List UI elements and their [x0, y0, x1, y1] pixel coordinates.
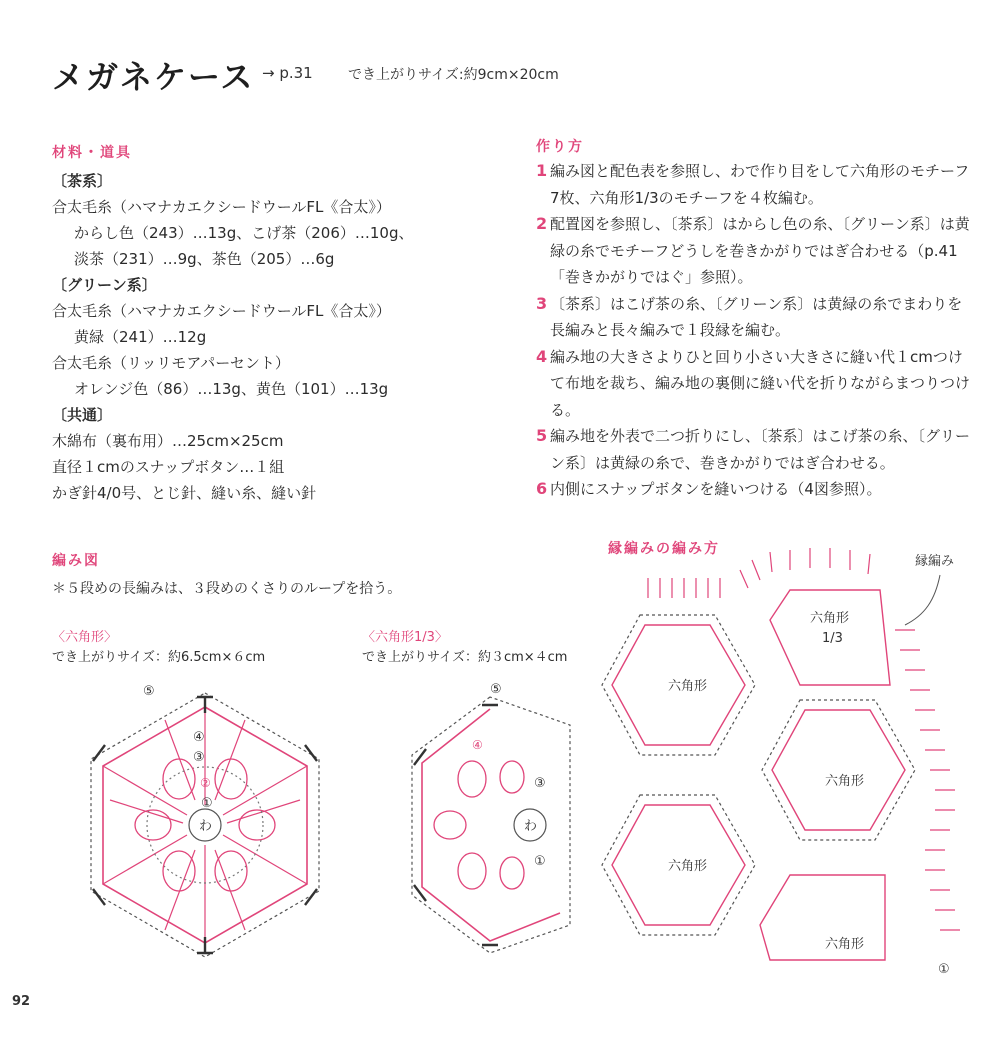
step-text: 編み図と配色表を参照し、わで作り目をして六角形のモチーフ7枚、六角形1/3のモチーフを４枚編む。 — [550, 162, 970, 207]
step-text: 配置図を参照し、〔茶系〕はからし色の糸、〔グリーン系〕は黄緑の糸でモチーフどうしを巻きかがりではぎ合わせる（p.41「巻きかがりではぐ」参照）。 — [550, 215, 970, 286]
chart-note: ＊５段めの長編みは、３段めのくさりのループを拾う。 — [52, 581, 402, 597]
materials-line: 淡茶（231）…9g、茶色（205）…6g — [74, 250, 335, 268]
hexagon-label: 〈六角形〉 — [52, 630, 118, 645]
third-round-5-mark: ⑤ — [490, 682, 502, 697]
edging-third-fraction: 1/3 — [822, 631, 843, 646]
round-4-mark: ④ — [193, 730, 205, 745]
edging-heading: 縁編みの編み方 — [608, 541, 720, 557]
materials-line: 直径１cmのスナップボタン…１組 — [52, 458, 285, 476]
materials-line: 黄緑（241）…12g — [74, 328, 207, 346]
materials-line: 〔茶系〕 — [52, 172, 113, 190]
edging-hex-label-3: 六角形 — [825, 774, 865, 789]
step-text: 編み地を外表で二つ折りにし、〔茶系〕はこげ茶の糸、〔グリーン系〕は黄緑の糸で、巻きかがりではぎ合わせる。 — [550, 427, 971, 472]
method-step — [536, 476, 976, 503]
round-3-mark: ③ — [193, 750, 205, 765]
edging-hex-label-4: 六角形 — [825, 937, 865, 952]
materials-line: 〔共通〕 — [52, 406, 113, 424]
step-text: 〔茶系〕はこげ茶の糸、〔グリーン系〕は黄緑の糸でまわりを長編みと長々編みで１段縁を編む。 — [550, 294, 963, 339]
page-reference: → p.31 — [262, 64, 313, 82]
third-round-3-mark: ③ — [534, 776, 546, 791]
page-title: メガネケース — [52, 58, 255, 96]
edging-hex-label-1: 六角形 — [668, 679, 708, 694]
materials-heading: 材料・道具 — [52, 145, 132, 161]
step-number: 6 — [536, 479, 548, 498]
round-5-mark: ⑤ — [143, 684, 155, 699]
step-number: 2 — [536, 214, 548, 233]
materials-line: オレンジ色（86）…13g、黄色（101）…13g — [74, 380, 389, 398]
chart-heading: 編み図 — [52, 553, 100, 569]
third-round-4-mark: ④ — [472, 738, 483, 752]
third-ring-label: わ — [524, 819, 538, 834]
method-steps — [536, 158, 976, 503]
edging-start-mark: ① — [938, 962, 950, 977]
step-number: 3 — [536, 293, 548, 313]
method-step — [536, 423, 976, 476]
materials-line: 合太毛糸（ハマナカエクシードウールFL《合太》） — [52, 302, 391, 320]
materials-list — [52, 168, 492, 506]
method-step — [536, 344, 976, 424]
third-hexagon-chart — [412, 682, 570, 953]
third-round-1-mark: ① — [534, 854, 546, 869]
edging-callout: 縁編み — [915, 554, 955, 569]
round-2-mark: ② — [200, 776, 211, 790]
materials-line: 合太毛糸（リッリモアパーセント） — [52, 354, 290, 372]
materials-line: かぎ針4/0号、とじ針、縫い糸、縫い針 — [52, 484, 317, 502]
round-1-mark: ① — [201, 796, 213, 811]
third-hexagon-label: 〈六角形1/3〉 — [362, 630, 448, 645]
hexagon-size: でき上がりサイズ：約6.5cm×６cm — [52, 650, 266, 665]
finished-size: でき上がりサイズ:約9cm×20cm — [348, 67, 559, 83]
third-hexagon-size: でき上がりサイズ：約３cm×４cm — [362, 650, 568, 665]
method-step — [536, 291, 976, 344]
materials-line: 〔グリーン系〕 — [52, 276, 157, 294]
materials-line: 木綿布（裏布用）…25cm×25cm — [52, 432, 284, 450]
materials-line: 合太毛糸（ハマナカエクシードウールFL《合太》） — [52, 198, 391, 216]
step-number: 4 — [536, 346, 548, 366]
method-heading: 作り方 — [536, 139, 584, 155]
step-number: 1 — [536, 161, 548, 180]
method-step — [536, 211, 976, 291]
edging-hex-label-2: 六角形 — [668, 859, 708, 874]
method-step — [536, 158, 976, 211]
edging-third-label: 六角形 — [810, 611, 850, 626]
ring-label: わ — [199, 819, 213, 834]
edging-layout — [602, 548, 960, 977]
hexagon-chart — [91, 684, 319, 957]
materials-line: からし色（243）…13g、こげ茶（206）…10g、 — [74, 224, 414, 242]
step-number: 5 — [536, 426, 548, 445]
step-text: 編み地の大きさよりひと回り小さい大きさに縫い代１cmつけて布地を裁ち、編み地の裏側に縫い代を折りながらまつりつける。 — [550, 347, 971, 419]
step-text: 内側にスナップボタンを縫いつける（4図参照）。 — [550, 480, 882, 498]
page-number: 92 — [12, 994, 31, 1009]
